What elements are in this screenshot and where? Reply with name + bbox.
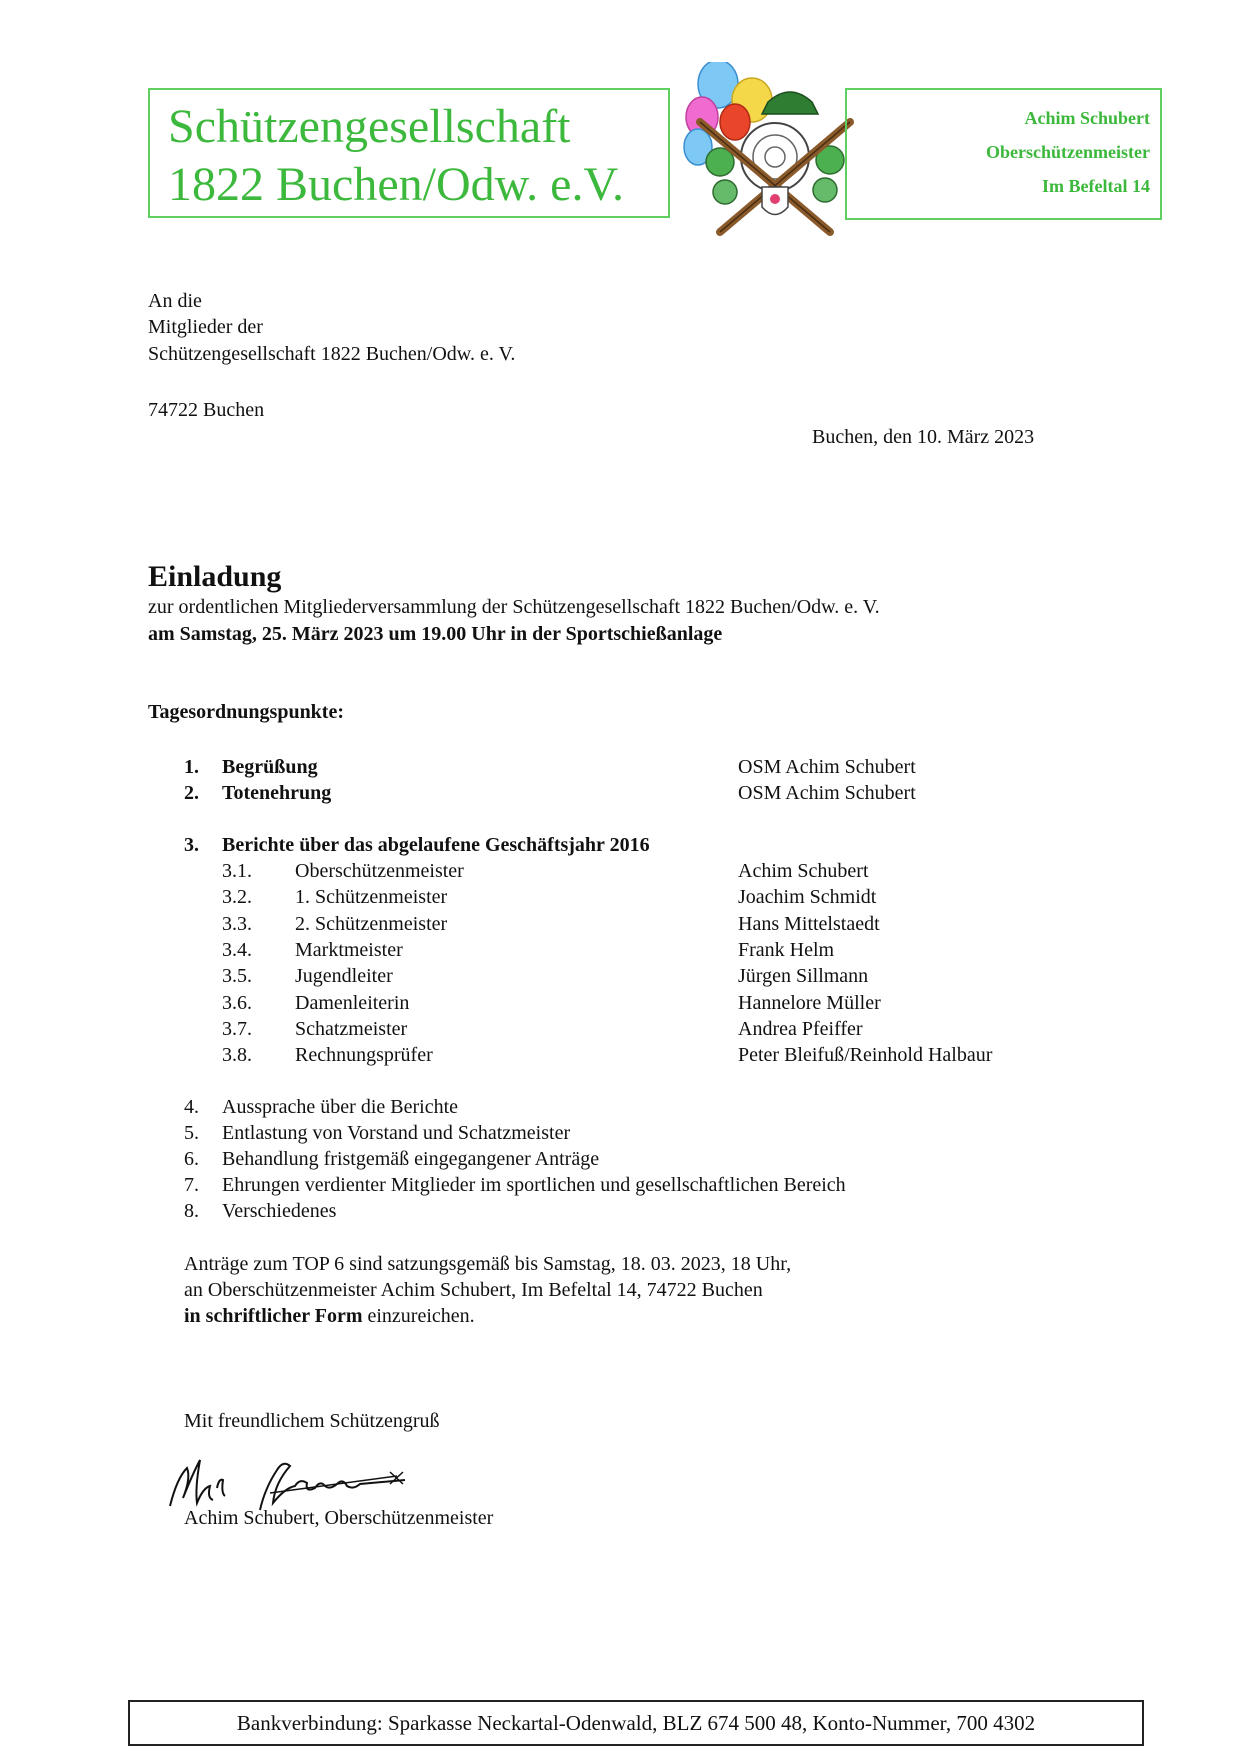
invitation-title: Einladung [148,560,282,593]
report-label: Jugendleiter [295,965,393,987]
report-person: Hannelore Müller [738,992,881,1014]
report-number: 3.1. [222,860,252,882]
agenda-item-label: Verschiedenes [222,1200,337,1222]
report-label: 1. Schützenmeister [295,886,448,908]
report-person: Peter Bleifuß/Reinhold Halbaur [738,1044,993,1066]
agenda-item-label: Entlastung von Vorstand und Schatzmeister [222,1122,571,1144]
report-person: Frank Helm [738,939,835,961]
agenda-heading: Tagesordnungspunkte: [148,701,345,723]
closing-greeting: Mit freundlichem Schützengruß [184,1410,440,1432]
invitation-when: am Samstag, 25. März 2023 um 19.00 Uhr in der Sportschießanlage [148,623,723,645]
org-name-box [148,88,670,218]
note-line3 [184,1303,475,1329]
report-label: Damenleiterin [295,992,410,1014]
address-city: 74722 Buchen [148,399,265,421]
agenda-item-person: OSM Achim Schubert [738,782,916,804]
note-emphasis: in schriftlicher Form [184,1305,363,1327]
agenda-item-label: Aussprache über die Berichte [222,1096,459,1118]
org-name-line1: Schützengesellschaft [168,100,571,153]
report-number: 3.2. [222,886,252,908]
note-line2: an Oberschützenmeister Achim Schubert, Im Befeltal 14, 74722 Buchen [184,1279,763,1301]
agenda-item-label: Begrüßung [222,756,318,778]
report-label: 2. Schützenmeister [295,913,448,935]
contact-box [845,88,1162,220]
report-label: Oberschützenmeister [295,860,464,882]
invitation-subtitle: zur ordentlichen Mitgliederversammlung der Schützengesellschaft 1822 Buchen/Odw. e. V. [148,596,880,618]
agenda-item-label: Totenehrung [222,782,332,804]
report-label: Schatzmeister [295,1018,408,1040]
report-number: 3.8. [222,1044,252,1066]
agenda-item-number: 5. [184,1122,199,1144]
contact-street: Im Befeltal 14 [1042,176,1150,196]
report-number: 3.6. [222,992,252,1014]
report-number: 3.3. [222,913,252,935]
report-number: 3.7. [222,1018,252,1040]
agenda-item-number: 4. [184,1096,199,1118]
agenda-item-number: 8. [184,1200,199,1222]
report-person: Achim Schubert [738,860,869,882]
letter-date: Buchen, den 10. März 2023 [812,426,1035,448]
note-line3-rest: einzureichen. [362,1305,475,1327]
report-person: Andrea Pfeiffer [738,1018,863,1040]
agenda-item-number: 2. [184,782,199,804]
agenda-item-number: 1. [184,756,199,778]
address-line2: Mitglieder der [148,316,263,338]
org-name-line2: 1822 Buchen/Odw. e.V. [168,158,624,211]
bank-footer: Bankverbindung: Sparkasse Neckartal-Odenwald, BLZ 674 500 48, Konto-Nummer, 700 4302 [128,1700,1144,1746]
agenda-item-number: 6. [184,1148,199,1170]
report-person: Jürgen Sillmann [738,965,869,987]
agenda-item-number: 3. [184,834,199,856]
note-line1: Anträge zum TOP 6 sind satzungsgemäß bis Samstag, 18. 03. 2023, 18 Uhr, [184,1253,792,1275]
org-name [168,98,624,214]
report-label: Marktmeister [295,939,403,961]
signatory: Achim Schubert, Oberschützenmeister [184,1507,494,1529]
contact-title: Oberschützenmeister [986,142,1150,162]
address-line3: Schützengesellschaft 1822 Buchen/Odw. e. V. [148,343,516,365]
report-number: 3.5. [222,965,252,987]
report-label: Rechnungsprüfer [295,1044,433,1066]
agenda-item-number: 7. [184,1174,199,1196]
report-person: Joachim Schmidt [738,886,877,908]
agenda-reports-label: Berichte über das abgelaufene Geschäftsjahr 2016 [222,834,650,856]
club-emblem-icon [680,62,855,242]
report-number: 3.4. [222,939,252,961]
agenda-item-label: Ehrungen verdienter Mitglieder im sportlichen und gesellschaftlichen Bereich [222,1174,846,1196]
agenda-item-label: Behandlung fristgemäß eingegangener Anträge [222,1148,600,1170]
report-person: Hans Mittelstaedt [738,913,880,935]
contact-name: Achim Schubert [1024,108,1150,128]
address-line1: An die [148,290,202,312]
agenda-item-person: OSM Achim Schubert [738,756,916,778]
